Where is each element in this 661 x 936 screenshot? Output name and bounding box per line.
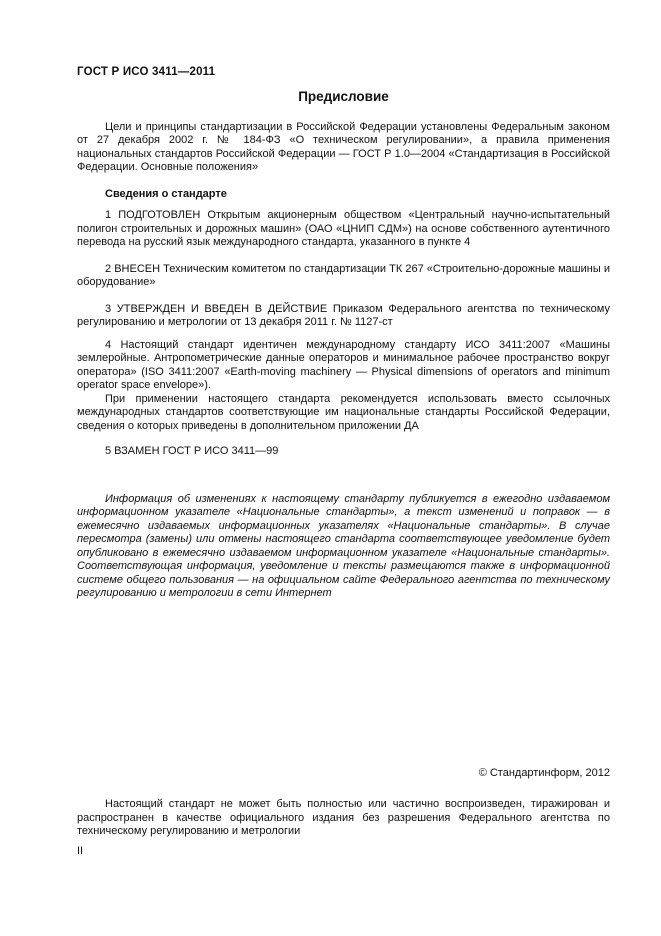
- standard-info-item-5: 5 ВЗАМЕН ГОСТ Р ИСО 3411—99: [105, 445, 279, 457]
- reproduction-restriction: Настоящий стандарт не может быть полностью или частично воспроизведен, тиражирован и распространен в качестве официального издания без разрешения Федерального агентства по техническому регулированию и метрологии: [77, 798, 610, 837]
- page-number: II: [77, 844, 84, 857]
- copyright-notice: © Стандартинформ, 2012: [478, 766, 610, 779]
- standard-info-item-4-continuation: При применении настоящего стандарта рекомендуется использовать вместо ссылочных международных стандартов соответствующие им национальные стандарты Российской Федерации, сведения о которых приведены в дополнительном приложении ДА: [77, 392, 610, 432]
- doc-number: ГОСТ Р ИСО 3411—2011: [77, 66, 216, 78]
- page-title: Предисловие: [298, 88, 389, 104]
- intro-paragraph: Цели и принципы стандартизации в Российской Федерации установлены Федеральным законом от 27 декабря 2002 г. № 184-ФЗ «О техническом регулировании», а правила применения национальных стандартов Российской Федерации — ГОСТ Р 1.0—2004 «Стандартизация в Российской Федерации. Основные положения»: [77, 120, 610, 173]
- standard-info-item-2: 2 ВНЕСЕН Техническим комитетом по стандартизации ТК 267 «Строительно-дорожные машины и оборудование»: [77, 262, 610, 288]
- standard-info-item-1: 1 ПОДГОТОВЛЕН Открытым акционерным обществом «Центральный научно-испытательный полигон строительных и дорожных машин» (ОАО «ЦНИП СДМ») на основе собственного аутентичного перевода на русский язык международного стандарта, указанного в пункте 4: [77, 209, 610, 248]
- standard-info-item-3: 3 УТВЕРЖДЕН И ВВЕДЕН В ДЕЙСТВИЕ Приказом Федерального агентства по техническому регулированию и метрологии от 13 декабря 2011 г. № 1127-ст: [77, 302, 610, 328]
- standard-info-item-4: 4 Настоящий стандарт идентичен международному стандарту ИСО 3411:2007 «Машины землеройные. Антропометрические данные операторов и минимальное рабочее пространство вокруг оператора» (ISO 3411:2007 «Earth-moving machinery — Physical dimensions of operators and minimum operator space envelope»).: [77, 338, 610, 391]
- standard-info-heading: Сведения о стандарте: [105, 187, 227, 200]
- amendments-note: Информация об изменениях к настоящему стандарту публикуется в ежегодно издаваемом информационном указателе «Национальные стандарты», а текст изменений и поправок — в ежемесячно издаваемых информационных указателях «Национальные стандарты». В случае пересмотра (замены) или отмены настоящего стандарта соответствующее уведомление будет опубликовано в ежемесячно издаваемом информационном указателе «Национальные стандарты». Соответствующая информация, уведомление и тексты размещаются также в информационной системе общего пользования — на официальном сайте Федерального агентства по техническому регулированию и метрологии в сети Интернет: [77, 492, 610, 599]
